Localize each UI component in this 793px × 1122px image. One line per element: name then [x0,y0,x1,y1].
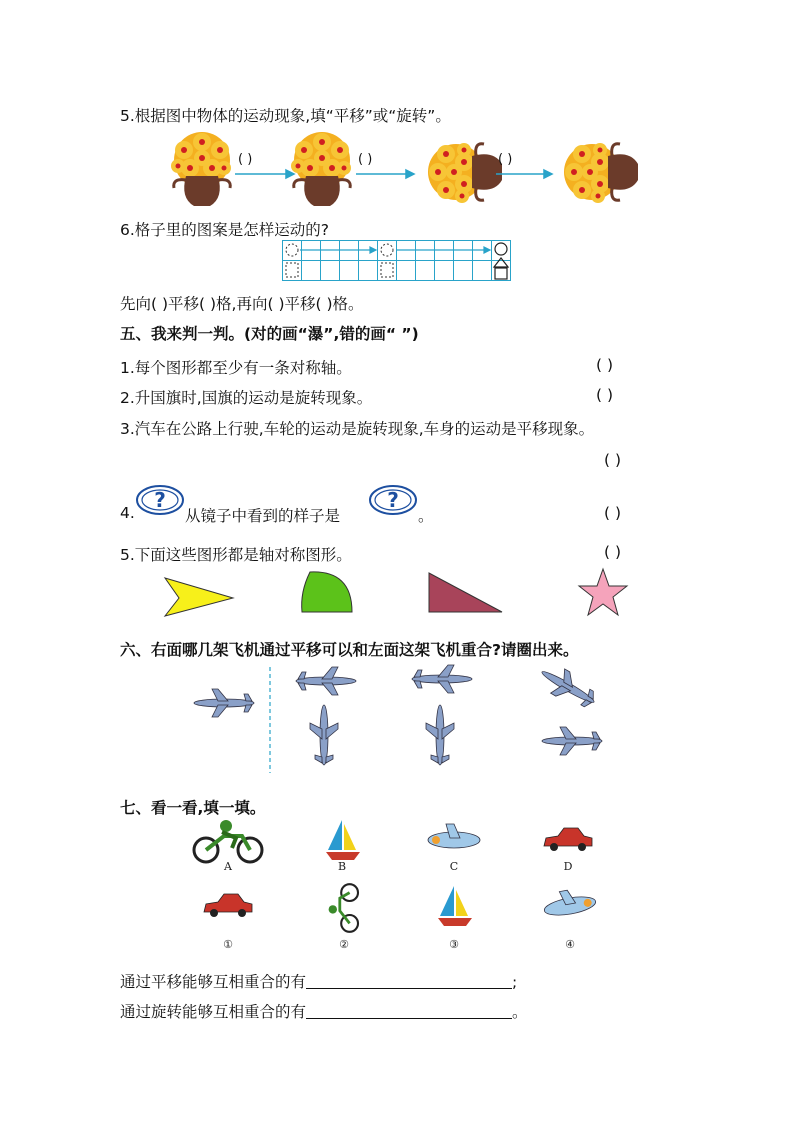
translation-answer-blank[interactable] [306,972,512,989]
plane-option-6 [542,727,602,755]
flower-pot-2 [291,132,351,206]
label-d: D [563,860,573,873]
plane-option-4 [426,705,454,765]
sec5-item-2-answer[interactable]: ( ) [596,386,614,404]
sec5-item-4-end: 。 [418,507,434,525]
translation-prompt: 通过平移能够互相重合的有 [120,973,307,991]
flower-pot-3 [428,143,502,203]
label-b: B [337,860,347,873]
q5-blank-1[interactable]: ( ) [238,152,253,167]
translation-answer-row [120,970,517,992]
car-icon-1 [204,894,252,917]
sec5-item-3: 3.汽车在公路上行驶,车轮的运动是旋转现象,车身的运动是平移现象。 [120,420,595,438]
motorbike-icon-a [194,820,262,862]
sec5-item-4-text: 从镜子中看到的样子是 [185,507,341,525]
label-2: ② [339,938,349,951]
arrow-3 [496,170,552,178]
sec6-heading: 六、右面哪几架飞机通过平移可以和左面这架飞机重合?请圈出来。 [120,641,579,659]
sec5-item-3-answer[interactable]: ( ) [604,451,622,469]
airplanes-figure [190,665,610,775]
sailboat-icon-3 [438,886,472,926]
sec5-item-4-answer[interactable]: ( ) [604,504,622,522]
sec5-item-5-answer[interactable]: ( ) [604,543,622,561]
rotation-answer-blank[interactable] [306,1002,512,1019]
flower-pot-4 [564,143,638,203]
label-a: A [224,860,232,873]
label-c: C [449,860,459,873]
q5-blank-2[interactable]: ( ) [358,152,373,167]
sec5-item-1-answer[interactable]: ( ) [596,356,614,374]
q6-grid [282,240,512,282]
plane-option-3 [412,665,472,693]
toy-plane-icon-c [428,824,480,848]
maroon-triangle-shape [428,572,504,614]
translation-end: ; [512,973,518,991]
q6-prompt: 6.格子里的图案是怎样运动的? [120,221,330,239]
rotation-end: 。 [512,1003,528,1021]
label-1: ① [223,938,233,951]
green-sector-shape [300,568,356,614]
sec5-item-4-num: 4. [120,504,135,522]
plane-option-2 [310,705,338,765]
arrow-2 [356,170,414,178]
sec5-item-1: 1.每个图形都至少有一条对称轴。 [120,359,352,377]
rotation-answer-row [120,1000,528,1022]
motorbike-icon-2 [329,884,358,932]
label-3: ③ [449,938,459,951]
label-4: ④ [565,938,575,951]
plane-option-1 [296,667,356,695]
sec7-pictures [190,818,630,948]
flower-pot-1 [171,132,231,206]
arrow-1 [235,170,294,178]
car-icon-d [544,828,592,851]
toy-plane-icon-4 [542,886,597,919]
yellow-arrow-shape [165,578,235,618]
flower-pot-sequence [160,132,680,212]
svg-text:?: ? [154,488,166,512]
question-mark-icon [135,484,185,516]
sec7-heading: 七、看一看,填一填。 [120,799,266,817]
sec5-item-5: 5.下面这些图形都是轴对称图形。 [120,546,352,564]
q5-prompt: 5.根据图中物体的运动现象,填“平移”或“旋转”。 [120,107,451,125]
sec5-heading: 五、我来判一判。(对的画“瀑”,错的画“ ”) [120,325,419,343]
rotation-prompt: 通过旋转能够互相重合的有 [120,1003,307,1021]
mirrored-question-mark-icon [368,484,418,516]
reference-plane [194,689,254,717]
q6-answer-line[interactable]: 先向( )平移( )格,再向( )平移( )格。 [120,295,364,313]
sailboat-icon-b [326,820,360,860]
plane-option-5 [535,660,601,714]
pink-star-shape [578,568,628,618]
q5-blank-3[interactable]: ( ) [498,152,513,167]
sec5-item-2: 2.升国旗时,国旗的运动是旋转现象。 [120,389,373,407]
svg-text:?: ? [387,488,399,512]
